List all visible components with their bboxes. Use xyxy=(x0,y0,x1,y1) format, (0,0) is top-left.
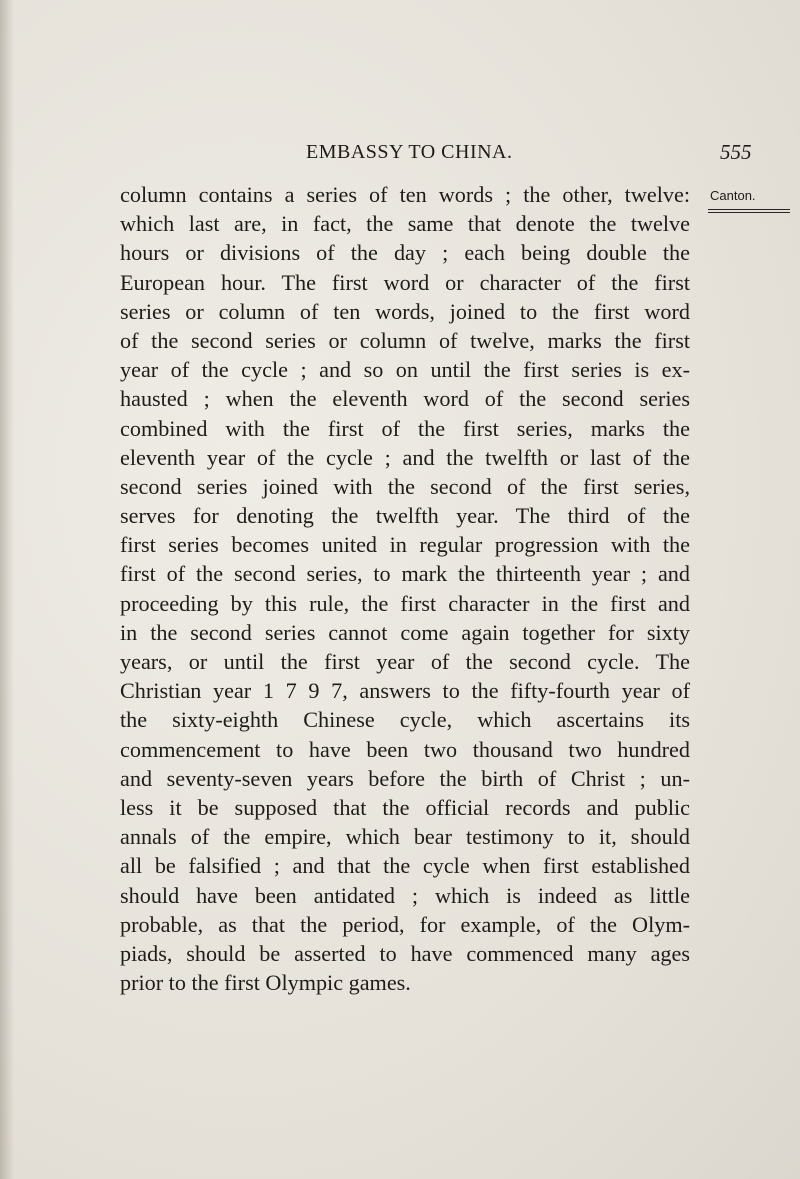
text-line: of the second series or column of twelve, marks the first xyxy=(120,327,690,353)
page-number: 555 xyxy=(720,140,752,164)
text-line: in the second series cannot come again together for sixty xyxy=(120,619,690,645)
text-line: commencement to have been two thousand two hundred xyxy=(120,736,690,762)
text-line: Christian year 1 7 9 7, answers to the fifty-fourth year of xyxy=(120,678,690,704)
text-line: and seventy-seven years before the birth of Christ ; un- xyxy=(120,765,690,791)
text-line: all be falsified ; and that the cycle when first established xyxy=(120,853,690,879)
margin-note-rule xyxy=(708,209,790,213)
page-binding-shadow xyxy=(0,0,14,1179)
text-line: hours or divisions of the day ; each being double the xyxy=(120,240,690,266)
text-line: proceeding by this rule, the first character in the first and xyxy=(120,590,690,616)
text-line: eleventh year of the cycle ; and the twelfth or last of the xyxy=(120,444,690,470)
text-line: the sixty-eighth Chinese cycle, which ascertains its xyxy=(120,707,690,733)
text-line: which last are, in fact, the same that denote the twelve xyxy=(120,211,690,237)
text-line: first series becomes united in regular progression with the xyxy=(120,532,690,558)
margin-note: Canton. xyxy=(710,188,756,203)
text-line: European hour. The first word or character of the first xyxy=(120,269,690,295)
body-text xyxy=(120,180,690,997)
text-line: probable, as that the period, for example, of the Olym- xyxy=(120,911,690,937)
text-line: serves for denoting the twelfth year. The third of the xyxy=(120,503,690,529)
text-line: column contains a series of ten words ; the other, twelve: xyxy=(120,182,690,207)
text-line: series or column of ten words, joined to the first word xyxy=(120,298,690,324)
text-line: combined with the first of the first series, marks the xyxy=(120,415,690,441)
text-line: years, or until the first year of the second cycle. The xyxy=(120,649,690,674)
text-line: piads, should be asserted to have commenced many ages xyxy=(120,940,690,966)
text-line: first of the second series, to mark the thirteenth year ; and xyxy=(120,561,690,587)
text-line: hausted ; when the eleventh word of the second series xyxy=(120,386,690,412)
text-line: second series joined with the second of the first series, xyxy=(120,473,690,499)
text-line: annals of the empire, which bear testimony to it, should xyxy=(120,824,690,850)
running-head: EMBASSY TO CHINA. xyxy=(306,141,513,163)
text-line: should have been antidated ; which is indeed as little xyxy=(120,882,690,908)
text-line: prior to the first Olympic games. xyxy=(120,970,411,996)
text-line: less it be supposed that the official records and public xyxy=(120,794,690,820)
text-line: year of the cycle ; and so on until the first series is ex- xyxy=(120,357,690,383)
